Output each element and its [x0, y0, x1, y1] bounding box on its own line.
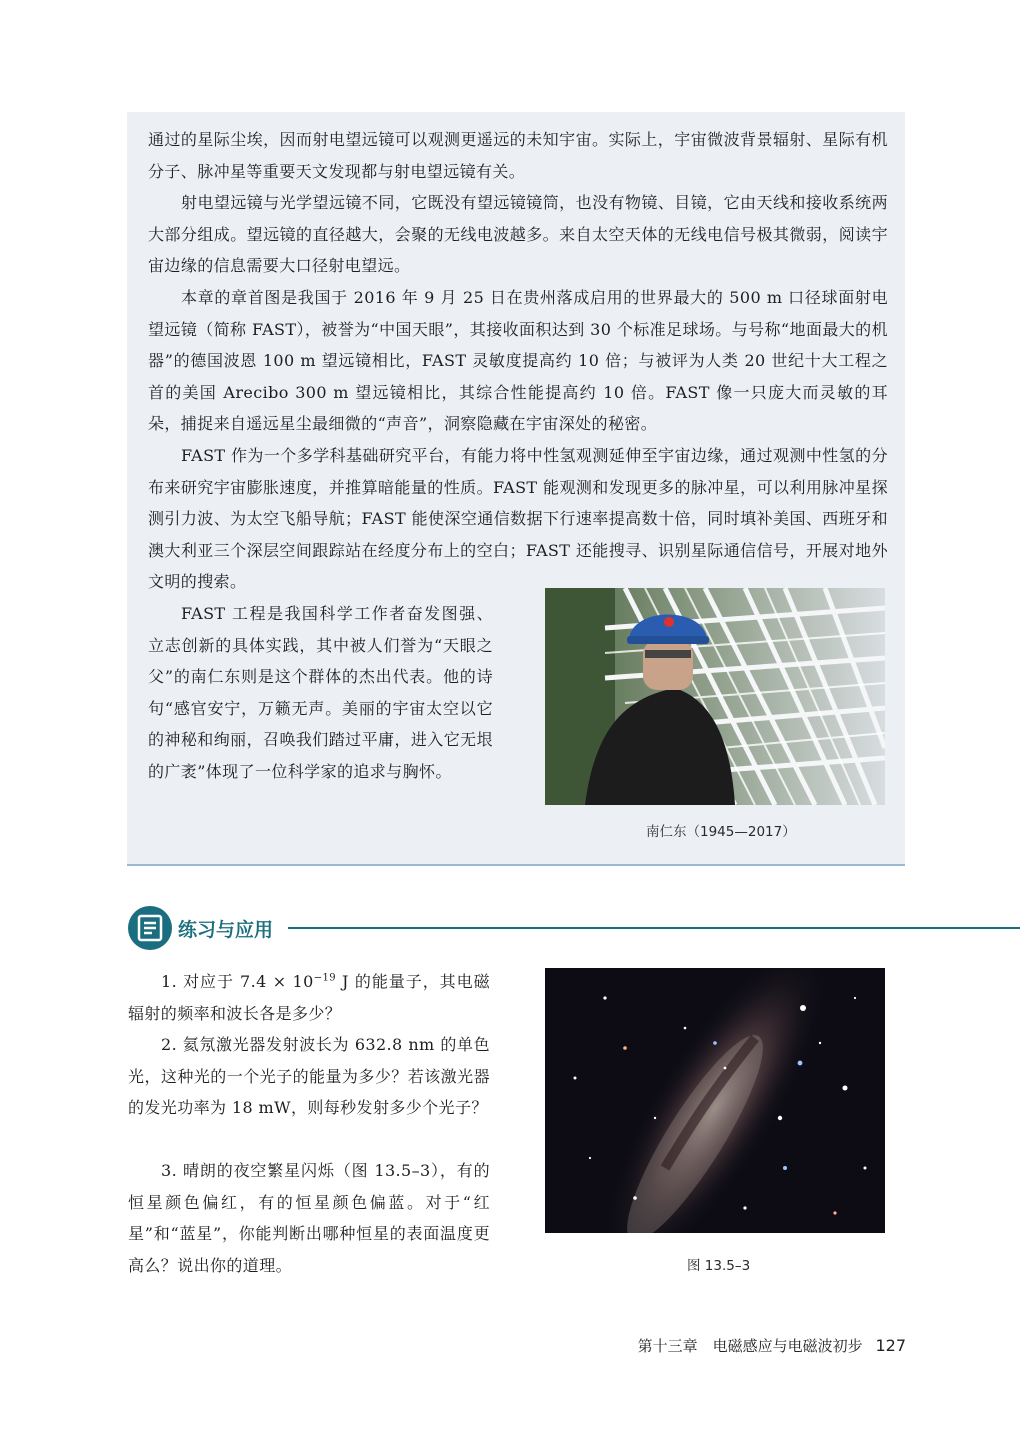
chapter-title: 第十三章 电磁感应与电磁波初步	[637, 1337, 863, 1355]
figure-caption: 图 13.5–3	[687, 1258, 751, 1274]
reading-paragraph-2: 射电望远镜与光学望远镜不同，它既没有望远镜镜筒，也没有物镜、目镜，它由天线和接收系统两大部分组成。望远镜的直径越大，会聚的无线电波越多。来自太空天体的无线电信号极其微弱，阅读宇宙边缘的信息需要大口径射电望远。	[148, 193, 888, 275]
reading-paragraph-5: FAST 工程是我国科学工作者奋发图强、立志创新的具体实践，其中被人们誉为“天眼之父”的南仁东则是这个群体的杰出代表。他的诗句“感官安宁，万籁无声。美丽的宇宙太空以它的神秘和绚丽，召唤我们踏过平庸，进入它无垠的广袤”体现了一位科学家的追求与胸怀。	[148, 604, 493, 781]
question-1: 1. 对应于 $7.4 \times 10^{-19}$ J 的能量子，其电磁辐射的频率和波长各是多少？	[128, 972, 490, 1023]
page-footer	[638, 1335, 906, 1356]
nan-rendong-photo	[545, 588, 885, 805]
exercise-icon	[128, 906, 172, 950]
section-title: 练习与应用	[178, 919, 274, 941]
night-sky-figure	[545, 968, 885, 1233]
reading-paragraph-4: FAST 作为一个多学科基础研究平台，有能力将中性氢观测延伸至宇宙边缘，通过观测中性氢的分布来研究宇宙膨胀速度，并推算暗能量的性质。FAST 能观测和发现更多的脉冲星，可以利用脉冲星探测引力波、为太空飞船导航；FAST 能使深空通信数据下行速率提高数十倍，同时填补美国、西班牙和澳大利亚三个深层空间跟踪站在经度分布上的空白；FAST 还能搜寻、识别星际通信信号，开展对地外文明的搜索。	[148, 446, 888, 591]
page-number: 127	[875, 1336, 906, 1355]
photo-caption: 南仁东（1945—2017）	[646, 824, 796, 840]
reading-paragraph-1: 通过的星际尘埃，因而射电望远镜可以观测更遥远的未知宇宙。实际上，宇宙微波背景辐射、星际有机分子、脉冲星等重要天文发现都与射电望远镜有关。	[148, 130, 888, 181]
section-divider	[288, 927, 1020, 929]
section-header	[128, 906, 1020, 952]
reading-paragraph-3: 本章的章首图是我国于 2016 年 9 月 25 日在贵州落成启用的世界最大的 500 m 口径球面射电望远镜（简称 FAST），被誉为“中国天眼”，其接收面积达到 30 个标准足球场。与号称“地面最大的机器”的德国波恩 100 m 望远镜相比，FAST 灵敏度提高约 10 倍；与被评为人类 20 世纪十大工程之首的美国 Arecibo 300 m 望远镜相比，其综合性能提高约 10 倍。FAST 像一只庞大而灵敏的耳朵，捕捉来自遥远星尘最细微的“声音”，洞察隐藏在宇宙深处的秘密。	[148, 288, 888, 433]
question-3: 3. 晴朗的夜空繁星闪烁（图 13.5–3），有的恒星颜色偏红，有的恒星颜色偏蓝。对于“红星”和“蓝星”，你能判断出哪种恒星的表面温度更高么？说出你的道理。	[128, 1161, 490, 1275]
question-2: 2. 氦氖激光器发射波长为 632.8 nm 的单色光，这种光的一个光子的能量为多少？若该激光器的发光功率为 18 mW，则每秒发射多少个光子？	[128, 1035, 490, 1117]
